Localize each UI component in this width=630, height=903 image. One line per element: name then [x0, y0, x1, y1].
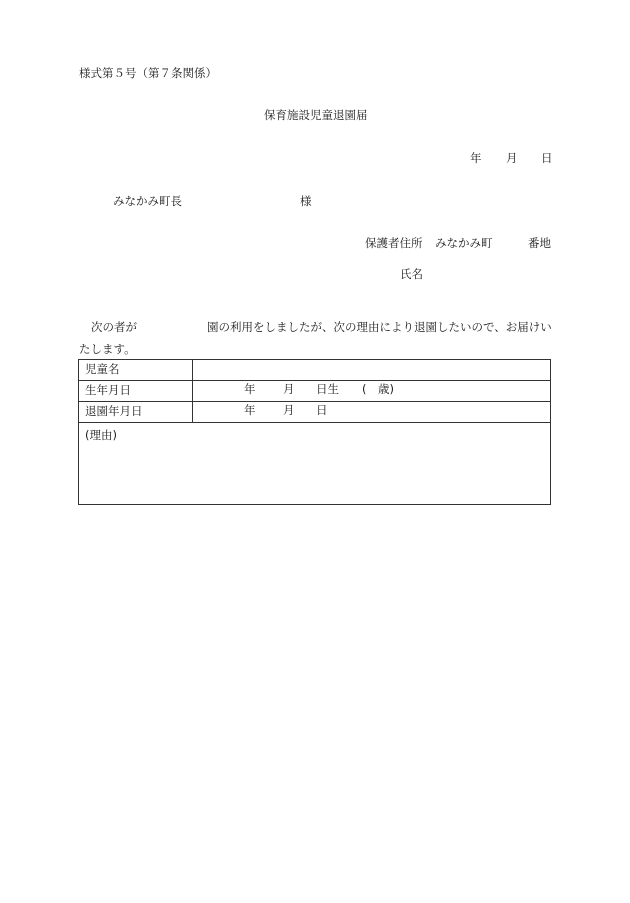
- reason-row: [79, 423, 551, 505]
- child-name-label: 児童名: [79, 360, 193, 381]
- withdrawal-month-label: 月: [283, 403, 295, 417]
- child-name-field[interactable]: [193, 360, 551, 381]
- age-label: 歳): [378, 382, 394, 396]
- form-number: 様式第５号（第７条関係）: [79, 66, 217, 80]
- birthdate-row: [79, 381, 551, 402]
- document-title: 保育施設児童退園届: [264, 108, 368, 122]
- age-open-paren: (: [362, 382, 367, 396]
- birthdate-field[interactable]: [193, 381, 551, 402]
- recipient-name: みなかみ町長: [113, 194, 182, 208]
- withdrawal-date-label: 退園年月日: [79, 402, 193, 423]
- date-day-label: 日: [541, 151, 553, 165]
- withdrawal-year-label: 年: [244, 403, 256, 417]
- withdrawal-day-label: 日: [316, 403, 328, 417]
- birthdate-day-label: 日生: [316, 382, 339, 396]
- withdrawal-info-table: [78, 359, 551, 505]
- guardian-address-suffix: 番地: [528, 236, 551, 250]
- birthdate-label: 生年月日: [79, 381, 193, 402]
- guardian-name-label: 氏名: [400, 267, 423, 281]
- body-text-line2: たします。: [79, 342, 136, 356]
- body-text-lead: 次の者が: [91, 320, 137, 334]
- date-year-label: 年: [470, 151, 482, 165]
- child-name-row: [79, 360, 551, 381]
- reason-label: (理由): [85, 428, 117, 442]
- recipient-honorific: 様: [300, 194, 312, 208]
- reason-field[interactable]: [79, 423, 551, 505]
- body-text-rest: 園の利用をしましたが、次の理由により退園したいので、お届けい: [207, 320, 552, 334]
- withdrawal-date-field[interactable]: [193, 402, 551, 423]
- birthdate-month-label: 月: [283, 382, 295, 396]
- guardian-address-label: 保護者住所: [365, 236, 423, 250]
- withdrawal-date-row: [79, 402, 551, 423]
- birthdate-year-label: 年: [244, 382, 256, 396]
- date-month-label: 月: [506, 151, 518, 165]
- guardian-address-town: みなかみ町: [435, 236, 493, 250]
